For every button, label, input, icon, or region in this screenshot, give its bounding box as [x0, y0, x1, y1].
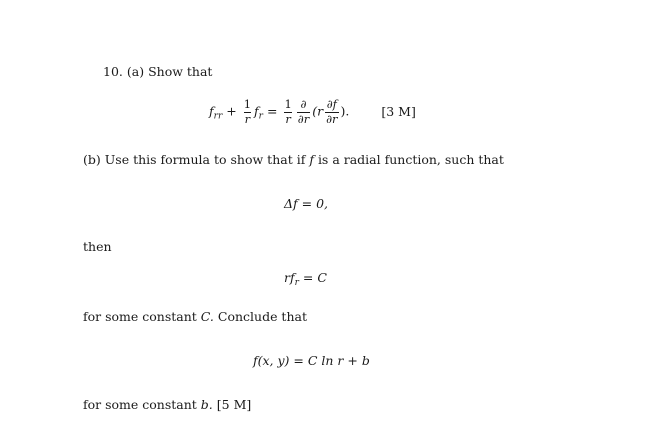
- eq-sub-r: r: [258, 111, 263, 122]
- part-b-f: f: [309, 152, 314, 167]
- then-text: then: [83, 239, 112, 254]
- frac-1-over-r-rhs: [283, 99, 292, 125]
- part-b-text-2: is a radial function, such that: [317, 152, 504, 167]
- laplace-equation: Δf = 0,: [284, 196, 329, 211]
- constant-c: C.: [200, 309, 214, 324]
- eq-plus: +: [226, 103, 237, 119]
- frac-1-over-r: [243, 99, 252, 125]
- eq2-f: f: [289, 270, 295, 285]
- part-b-marks: [5 M]: [216, 397, 252, 412]
- constant-b: b.: [200, 397, 213, 412]
- part-a-label: (a): [126, 64, 145, 79]
- frac-den: ∂r: [326, 111, 338, 126]
- frac-num: ∂: [300, 97, 307, 111]
- conclude-text: Conclude that: [217, 309, 307, 324]
- constant-c-line: [83, 309, 307, 324]
- eq2-rest: = C: [298, 270, 327, 285]
- rfr-equation: [284, 270, 327, 288]
- eq-open-r: (r: [312, 103, 324, 119]
- constant-b-line: [83, 397, 251, 412]
- eq-f: f: [209, 103, 214, 119]
- question-10a-header: [103, 64, 212, 79]
- eq-close: ).: [340, 103, 350, 119]
- eq-f: f: [254, 103, 259, 119]
- part-b-label: (b): [83, 152, 101, 167]
- eq-equals: =: [266, 103, 278, 119]
- question-number: 10.: [103, 64, 123, 79]
- log-solution-equation: f(x, y) = C ln r + b: [253, 353, 370, 368]
- frac-num: 1: [284, 97, 292, 111]
- eq2-r: r: [284, 270, 290, 285]
- constant-text: for some constant: [83, 397, 197, 412]
- frac-partial-over-partial-r: [297, 99, 310, 125]
- constant-text: for some constant: [83, 309, 197, 324]
- frac-den: r: [244, 111, 251, 126]
- frac-num: 1: [243, 97, 252, 111]
- frac-den: ∂r: [297, 111, 310, 126]
- frac-den: r: [285, 111, 291, 126]
- frac-df-over-dr: [325, 99, 338, 125]
- eq-sub-rr: rr: [213, 111, 223, 122]
- part-b-text-1: Use this formula to show that if: [104, 152, 306, 167]
- part-b-prompt: [83, 152, 504, 167]
- part-a-equation: [209, 99, 416, 125]
- part-a-marks: [3 M]: [381, 103, 416, 119]
- part-a-prompt: Show that: [148, 64, 213, 79]
- eq2-sub: r: [294, 278, 299, 288]
- frac-num: ∂f: [326, 97, 337, 111]
